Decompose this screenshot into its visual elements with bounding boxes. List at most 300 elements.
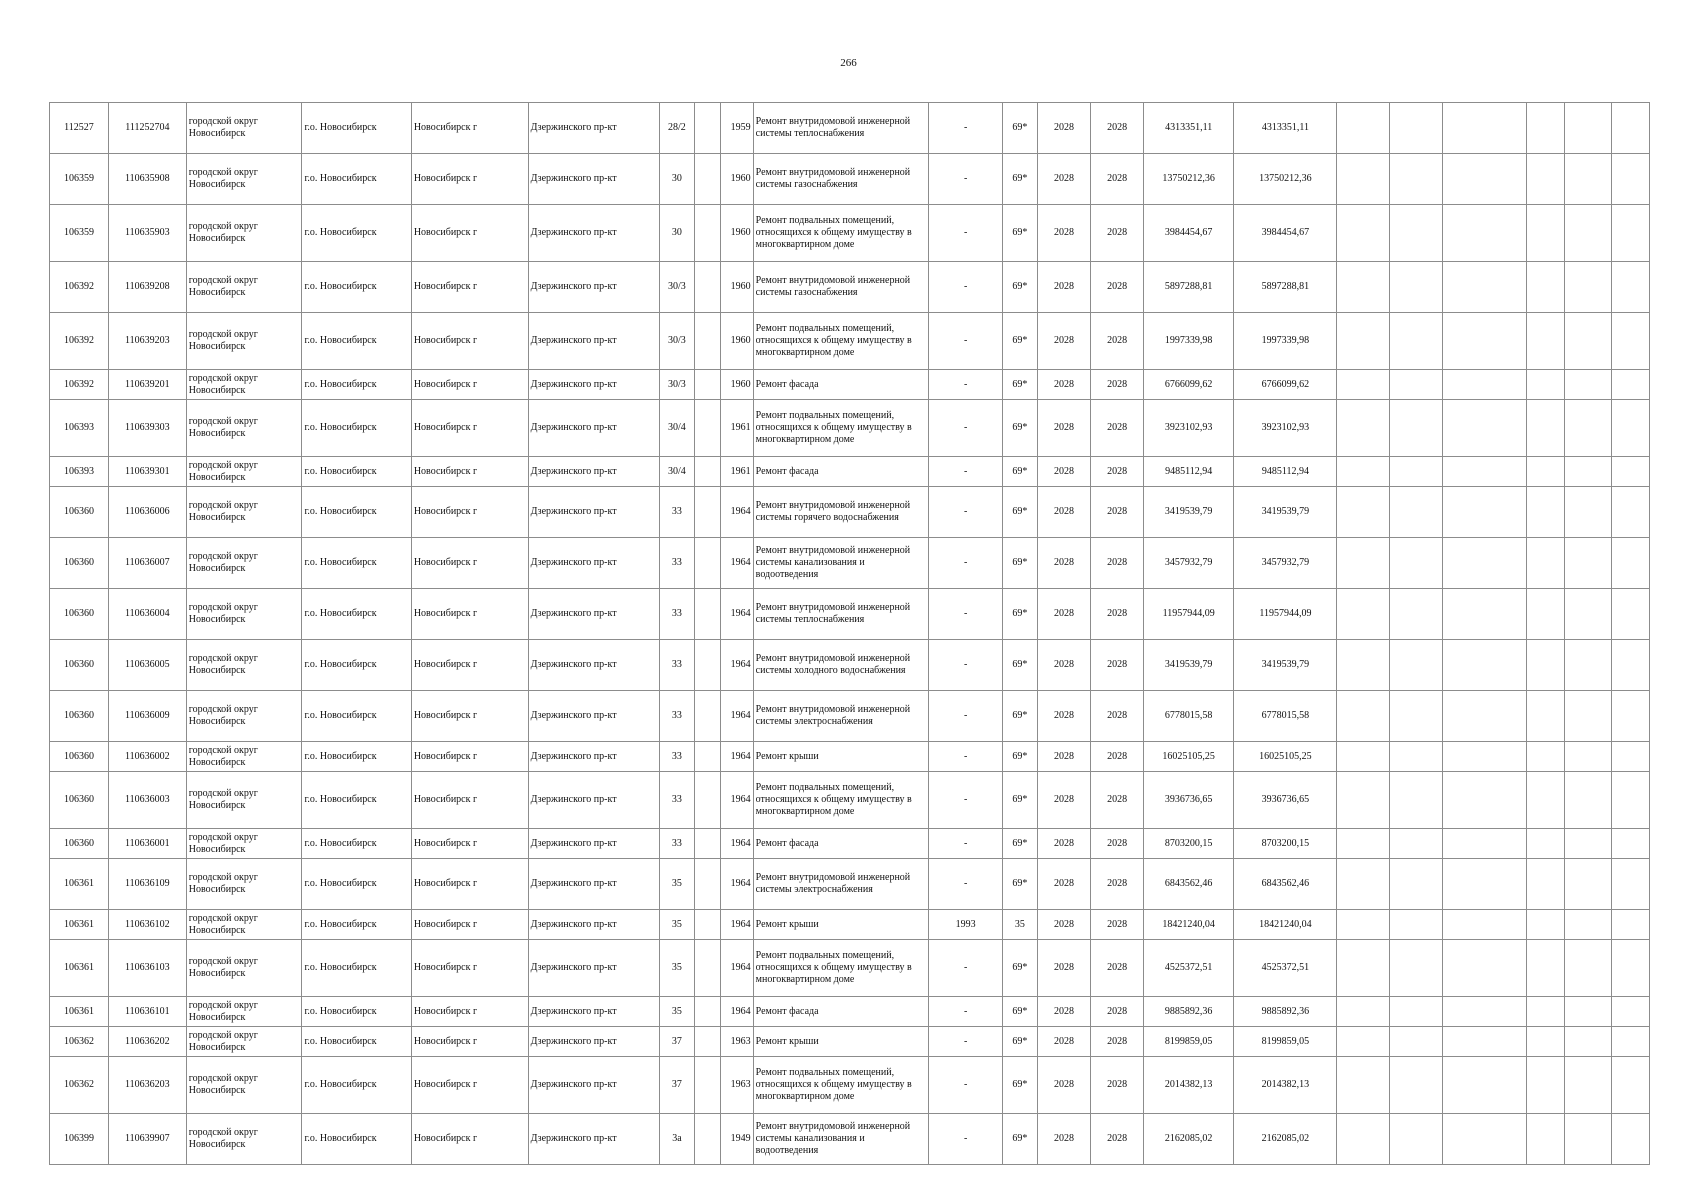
- cell-house-number: 33: [660, 487, 695, 538]
- cell-work-type: Ремонт внутридомовой инженерной системы газоснабжения: [753, 262, 929, 313]
- cell-empty: [1390, 772, 1443, 829]
- cell-last-repair-year: -: [929, 457, 1003, 487]
- cell-wear-percent: 69*: [1002, 457, 1037, 487]
- cell-municipality-short: г.о. Новосибирск: [302, 538, 411, 589]
- cell-wear-percent: 69*: [1002, 742, 1037, 772]
- cell-work-type: Ремонт внутридомовой инженерной системы теплоснабжения: [753, 589, 929, 640]
- cell-settlement: Новосибирск г: [411, 457, 528, 487]
- cell-last-repair-year: -: [929, 154, 1003, 205]
- cell-empty: [1611, 1114, 1649, 1165]
- cell-cost-total: 6766099,62: [1143, 370, 1233, 400]
- cell-last-repair-year: -: [929, 487, 1003, 538]
- cell-municipality: городской округ Новосибирск: [186, 997, 302, 1027]
- table-row: [50, 313, 1650, 370]
- cell-last-repair-year: -: [929, 262, 1003, 313]
- cell-empty: [1442, 1027, 1526, 1057]
- cell-street: Дзержинского пр-кт: [528, 103, 659, 154]
- cell-street: Дзержинского пр-кт: [528, 742, 659, 772]
- cell-building: [694, 742, 720, 772]
- cell-wear-percent: 69*: [1002, 262, 1037, 313]
- cell-empty: [1337, 940, 1390, 997]
- cell-empty: [1390, 997, 1443, 1027]
- cell-empty: [1442, 457, 1526, 487]
- cell-cost-capital-fund: 6778015,58: [1234, 691, 1337, 742]
- cell-plan-year-start: 2028: [1037, 103, 1091, 154]
- cell-empty: [1526, 205, 1564, 262]
- cell-work-code: 110636103: [108, 940, 186, 997]
- cell-municipality-short: г.о. Новосибирск: [302, 997, 411, 1027]
- cell-work-type: Ремонт подвальных помещений, относящихся к общему имуществу в многоквартирном доме: [753, 400, 929, 457]
- table-row: [50, 370, 1650, 400]
- cell-wear-percent: 69*: [1002, 829, 1037, 859]
- cell-settlement: Новосибирск г: [411, 640, 528, 691]
- cell-cost-total: 6843562,46: [1143, 859, 1233, 910]
- cell-empty: [1564, 772, 1611, 829]
- cell-empty: [1564, 487, 1611, 538]
- cell-empty: [1390, 400, 1443, 457]
- cell-municipality-short: г.о. Новосибирск: [302, 262, 411, 313]
- cell-empty: [1526, 103, 1564, 154]
- cell-street: Дзержинского пр-кт: [528, 940, 659, 997]
- cell-plan-year-end: 2028: [1091, 997, 1144, 1027]
- cell-work-code: 110639907: [108, 1114, 186, 1165]
- cell-cost-capital-fund: 4525372,51: [1234, 940, 1337, 997]
- cell-plan-year-start: 2028: [1037, 313, 1091, 370]
- cell-empty: [1564, 910, 1611, 940]
- cell-cost-capital-fund: 3419539,79: [1234, 487, 1337, 538]
- cell-street: Дзержинского пр-кт: [528, 205, 659, 262]
- cell-plan-year-end: 2028: [1091, 1114, 1144, 1165]
- cell-row-id: 106393: [50, 400, 109, 457]
- cell-work-type: Ремонт подвальных помещений, относящихся к общему имуществу в многоквартирном доме: [753, 1057, 929, 1114]
- cell-cost-capital-fund: 2162085,02: [1234, 1114, 1337, 1165]
- cell-work-type: Ремонт фасада: [753, 997, 929, 1027]
- cell-plan-year-start: 2028: [1037, 262, 1091, 313]
- cell-house-number: 30: [660, 205, 695, 262]
- cell-building: [694, 400, 720, 457]
- cell-construction-year: 1964: [721, 487, 754, 538]
- cell-cost-total: 3923102,93: [1143, 400, 1233, 457]
- cell-street: Дзержинского пр-кт: [528, 457, 659, 487]
- cell-empty: [1442, 1057, 1526, 1114]
- cell-empty: [1390, 589, 1443, 640]
- cell-empty: [1564, 589, 1611, 640]
- cell-construction-year: 1960: [721, 370, 754, 400]
- cell-house-number: 33: [660, 691, 695, 742]
- cell-empty: [1526, 772, 1564, 829]
- cell-work-type: Ремонт фасада: [753, 370, 929, 400]
- cell-municipality: городской округ Новосибирск: [186, 910, 302, 940]
- cell-municipality: городской округ Новосибирск: [186, 940, 302, 997]
- cell-empty: [1526, 457, 1564, 487]
- cell-plan-year-end: 2028: [1091, 154, 1144, 205]
- cell-plan-year-end: 2028: [1091, 457, 1144, 487]
- cell-empty: [1526, 154, 1564, 205]
- cell-municipality-short: г.о. Новосибирск: [302, 205, 411, 262]
- cell-cost-total: 5897288,81: [1143, 262, 1233, 313]
- cell-municipality: городской округ Новосибирск: [186, 589, 302, 640]
- cell-plan-year-start: 2028: [1037, 1057, 1091, 1114]
- cell-street: Дзержинского пр-кт: [528, 262, 659, 313]
- cell-empty: [1337, 910, 1390, 940]
- cell-house-number: 28/2: [660, 103, 695, 154]
- cell-municipality: городской округ Новосибирск: [186, 742, 302, 772]
- cell-construction-year: 1964: [721, 691, 754, 742]
- cell-empty: [1526, 538, 1564, 589]
- cell-row-id: 106361: [50, 910, 109, 940]
- cell-empty: [1611, 1027, 1649, 1057]
- cell-empty: [1564, 262, 1611, 313]
- cell-construction-year: 1960: [721, 262, 754, 313]
- cell-work-code: 110636007: [108, 538, 186, 589]
- cell-empty: [1442, 859, 1526, 910]
- cell-empty: [1564, 205, 1611, 262]
- cell-wear-percent: 35: [1002, 910, 1037, 940]
- cell-empty: [1442, 154, 1526, 205]
- cell-settlement: Новосибирск г: [411, 589, 528, 640]
- cell-cost-total: 9485112,94: [1143, 457, 1233, 487]
- cell-plan-year-start: 2028: [1037, 691, 1091, 742]
- cell-empty: [1337, 538, 1390, 589]
- cell-cost-total: 2014382,13: [1143, 1057, 1233, 1114]
- cell-building: [694, 313, 720, 370]
- cell-empty: [1337, 997, 1390, 1027]
- cell-settlement: Новосибирск г: [411, 313, 528, 370]
- cell-empty: [1526, 940, 1564, 997]
- cell-empty: [1526, 1114, 1564, 1165]
- cell-municipality-short: г.о. Новосибирск: [302, 313, 411, 370]
- cell-building: [694, 154, 720, 205]
- cell-settlement: Новосибирск г: [411, 829, 528, 859]
- cell-row-id: 106360: [50, 538, 109, 589]
- cell-empty: [1390, 154, 1443, 205]
- cell-construction-year: 1964: [721, 742, 754, 772]
- cell-house-number: 33: [660, 742, 695, 772]
- cell-cost-capital-fund: 2014382,13: [1234, 1057, 1337, 1114]
- cell-street: Дзержинского пр-кт: [528, 640, 659, 691]
- cell-building: [694, 262, 720, 313]
- cell-empty: [1526, 829, 1564, 859]
- cell-row-id: 106393: [50, 457, 109, 487]
- cell-work-code: 110639203: [108, 313, 186, 370]
- cell-work-code: 110636003: [108, 772, 186, 829]
- cell-cost-capital-fund: 3457932,79: [1234, 538, 1337, 589]
- cell-municipality: городской округ Новосибирск: [186, 400, 302, 457]
- cell-construction-year: 1963: [721, 1027, 754, 1057]
- cell-empty: [1390, 103, 1443, 154]
- cell-settlement: Новосибирск г: [411, 154, 528, 205]
- cell-last-repair-year: -: [929, 772, 1003, 829]
- cell-building: [694, 1057, 720, 1114]
- cell-house-number: 35: [660, 940, 695, 997]
- cell-work-type: Ремонт внутридомовой инженерной системы электроснабжения: [753, 691, 929, 742]
- cell-empty: [1442, 205, 1526, 262]
- cell-plan-year-end: 2028: [1091, 313, 1144, 370]
- cell-construction-year: 1949: [721, 1114, 754, 1165]
- cell-work-type: Ремонт внутридомовой инженерной системы газоснабжения: [753, 154, 929, 205]
- cell-empty: [1564, 997, 1611, 1027]
- cell-municipality-short: г.о. Новосибирск: [302, 742, 411, 772]
- cell-empty: [1564, 457, 1611, 487]
- cell-house-number: 33: [660, 829, 695, 859]
- cell-plan-year-end: 2028: [1091, 370, 1144, 400]
- cell-municipality-short: г.о. Новосибирск: [302, 103, 411, 154]
- cell-work-code: 110636202: [108, 1027, 186, 1057]
- cell-work-type: Ремонт фасада: [753, 457, 929, 487]
- cell-wear-percent: 69*: [1002, 154, 1037, 205]
- cell-building: [694, 829, 720, 859]
- cell-plan-year-start: 2028: [1037, 589, 1091, 640]
- cell-municipality-short: г.о. Новосибирск: [302, 691, 411, 742]
- cell-cost-capital-fund: 9885892,36: [1234, 997, 1337, 1027]
- cell-empty: [1337, 400, 1390, 457]
- cell-municipality-short: г.о. Новосибирск: [302, 772, 411, 829]
- cell-building: [694, 997, 720, 1027]
- cell-cost-capital-fund: 13750212,36: [1234, 154, 1337, 205]
- cell-work-type: Ремонт внутридомовой инженерной системы горячего водоснабжения: [753, 487, 929, 538]
- cell-settlement: Новосибирск г: [411, 205, 528, 262]
- cell-empty: [1442, 262, 1526, 313]
- cell-empty: [1442, 910, 1526, 940]
- cell-empty: [1611, 103, 1649, 154]
- cell-row-id: 106360: [50, 691, 109, 742]
- cell-construction-year: 1964: [721, 772, 754, 829]
- cell-house-number: 30/3: [660, 313, 695, 370]
- cell-building: [694, 1027, 720, 1057]
- cell-house-number: 30/4: [660, 457, 695, 487]
- cell-construction-year: 1964: [721, 859, 754, 910]
- cell-municipality: городской округ Новосибирск: [186, 640, 302, 691]
- cell-cost-total: 11957944,09: [1143, 589, 1233, 640]
- cell-work-type: Ремонт крыши: [753, 1027, 929, 1057]
- cell-construction-year: 1960: [721, 154, 754, 205]
- cell-cost-capital-fund: 16025105,25: [1234, 742, 1337, 772]
- cell-house-number: 37: [660, 1027, 695, 1057]
- cell-empty: [1442, 400, 1526, 457]
- cell-settlement: Новосибирск г: [411, 1057, 528, 1114]
- table-row: [50, 940, 1650, 997]
- cell-cost-capital-fund: 4313351,11: [1234, 103, 1337, 154]
- cell-street: Дзержинского пр-кт: [528, 1057, 659, 1114]
- cell-empty: [1442, 742, 1526, 772]
- cell-empty: [1390, 262, 1443, 313]
- cell-last-repair-year: -: [929, 313, 1003, 370]
- table-row: [50, 997, 1650, 1027]
- cell-cost-total: 9885892,36: [1143, 997, 1233, 1027]
- cell-row-id: 106359: [50, 205, 109, 262]
- cell-house-number: 37: [660, 1057, 695, 1114]
- cell-empty: [1442, 103, 1526, 154]
- cell-house-number: 33: [660, 538, 695, 589]
- cell-wear-percent: 69*: [1002, 940, 1037, 997]
- cell-municipality: городской округ Новосибирск: [186, 103, 302, 154]
- cell-plan-year-end: 2028: [1091, 262, 1144, 313]
- cell-building: [694, 940, 720, 997]
- cell-empty: [1442, 772, 1526, 829]
- cell-empty: [1442, 589, 1526, 640]
- cell-plan-year-end: 2028: [1091, 538, 1144, 589]
- cell-empty: [1337, 262, 1390, 313]
- cell-cost-total: 3419539,79: [1143, 640, 1233, 691]
- cell-empty: [1564, 742, 1611, 772]
- cell-empty: [1611, 859, 1649, 910]
- cell-empty: [1337, 772, 1390, 829]
- cell-wear-percent: 69*: [1002, 640, 1037, 691]
- cell-plan-year-end: 2028: [1091, 829, 1144, 859]
- page-number: 266: [840, 57, 857, 69]
- cell-empty: [1564, 103, 1611, 154]
- cell-empty: [1390, 940, 1443, 997]
- cell-work-type: Ремонт крыши: [753, 910, 929, 940]
- cell-municipality: городской округ Новосибирск: [186, 1057, 302, 1114]
- cell-cost-total: 16025105,25: [1143, 742, 1233, 772]
- cell-building: [694, 205, 720, 262]
- cell-municipality: городской округ Новосибирск: [186, 370, 302, 400]
- cell-building: [694, 910, 720, 940]
- cell-empty: [1390, 640, 1443, 691]
- cell-row-id: 106361: [50, 997, 109, 1027]
- cell-work-code: 110635903: [108, 205, 186, 262]
- cell-row-id: 106362: [50, 1027, 109, 1057]
- cell-row-id: 106361: [50, 859, 109, 910]
- cell-street: Дзержинского пр-кт: [528, 1114, 659, 1165]
- cell-work-code: 110636101: [108, 997, 186, 1027]
- cell-municipality: городской округ Новосибирск: [186, 538, 302, 589]
- cell-empty: [1611, 1057, 1649, 1114]
- table-row: [50, 1114, 1650, 1165]
- cell-empty: [1611, 457, 1649, 487]
- table-row: [50, 538, 1650, 589]
- cell-empty: [1442, 829, 1526, 859]
- cell-settlement: Новосибирск г: [411, 487, 528, 538]
- cell-plan-year-end: 2028: [1091, 1057, 1144, 1114]
- cell-empty: [1337, 859, 1390, 910]
- table-row: [50, 910, 1650, 940]
- cell-house-number: 30/4: [660, 400, 695, 457]
- cell-empty: [1526, 400, 1564, 457]
- cell-building: [694, 1114, 720, 1165]
- cell-empty: [1526, 742, 1564, 772]
- cell-street: Дзержинского пр-кт: [528, 589, 659, 640]
- cell-building: [694, 640, 720, 691]
- cell-street: Дзержинского пр-кт: [528, 370, 659, 400]
- table-row: [50, 487, 1650, 538]
- cell-plan-year-end: 2028: [1091, 400, 1144, 457]
- cell-cost-total: 13750212,36: [1143, 154, 1233, 205]
- table-row: [50, 640, 1650, 691]
- cell-plan-year-start: 2028: [1037, 1114, 1091, 1165]
- cell-plan-year-end: 2028: [1091, 487, 1144, 538]
- table-row: [50, 859, 1650, 910]
- cell-work-code: 110636004: [108, 589, 186, 640]
- cell-last-repair-year: -: [929, 691, 1003, 742]
- cell-last-repair-year: -: [929, 400, 1003, 457]
- cell-work-code: 110636002: [108, 742, 186, 772]
- cell-last-repair-year: -: [929, 640, 1003, 691]
- cell-empty: [1526, 997, 1564, 1027]
- cell-empty: [1564, 859, 1611, 910]
- cell-plan-year-end: 2028: [1091, 205, 1144, 262]
- cell-wear-percent: 69*: [1002, 487, 1037, 538]
- cell-construction-year: 1959: [721, 103, 754, 154]
- cell-work-code: 110639303: [108, 400, 186, 457]
- cell-work-code: 110639301: [108, 457, 186, 487]
- cell-municipality: городской округ Новосибирск: [186, 859, 302, 910]
- cell-empty: [1611, 370, 1649, 400]
- cell-plan-year-start: 2028: [1037, 997, 1091, 1027]
- cell-building: [694, 691, 720, 742]
- cell-empty: [1442, 313, 1526, 370]
- cell-plan-year-start: 2028: [1037, 640, 1091, 691]
- cell-municipality: городской округ Новосибирск: [186, 313, 302, 370]
- table-row: [50, 742, 1650, 772]
- cell-empty: [1390, 742, 1443, 772]
- cell-construction-year: 1964: [721, 910, 754, 940]
- cell-cost-total: 18421240,04: [1143, 910, 1233, 940]
- cell-municipality-short: г.о. Новосибирск: [302, 457, 411, 487]
- cell-cost-capital-fund: 1997339,98: [1234, 313, 1337, 370]
- cell-cost-capital-fund: 3984454,67: [1234, 205, 1337, 262]
- cell-work-code: 110636001: [108, 829, 186, 859]
- cell-work-code: 110636006: [108, 487, 186, 538]
- cell-plan-year-start: 2028: [1037, 487, 1091, 538]
- cell-row-id: 106360: [50, 589, 109, 640]
- cell-work-type: Ремонт внутридомовой инженерной системы канализования и водоотведения: [753, 538, 929, 589]
- cell-municipality-short: г.о. Новосибирск: [302, 640, 411, 691]
- cell-municipality-short: г.о. Новосибирск: [302, 940, 411, 997]
- cell-plan-year-start: 2028: [1037, 370, 1091, 400]
- cell-last-repair-year: -: [929, 997, 1003, 1027]
- cell-wear-percent: 69*: [1002, 691, 1037, 742]
- cell-empty: [1564, 1114, 1611, 1165]
- cell-house-number: 30/3: [660, 370, 695, 400]
- cell-empty: [1390, 457, 1443, 487]
- cell-house-number: 35: [660, 997, 695, 1027]
- cell-plan-year-start: 2028: [1037, 154, 1091, 205]
- cell-cost-total: 8199859,05: [1143, 1027, 1233, 1057]
- cell-empty: [1337, 829, 1390, 859]
- table-row: [50, 829, 1650, 859]
- cell-wear-percent: 69*: [1002, 1027, 1037, 1057]
- cell-plan-year-end: 2028: [1091, 859, 1144, 910]
- cell-municipality-short: г.о. Новосибирск: [302, 910, 411, 940]
- cell-last-repair-year: 1993: [929, 910, 1003, 940]
- cell-empty: [1337, 742, 1390, 772]
- cell-work-code: 110639208: [108, 262, 186, 313]
- cell-empty: [1526, 640, 1564, 691]
- cell-municipality: городской округ Новосибирск: [186, 487, 302, 538]
- cell-cost-total: 1997339,98: [1143, 313, 1233, 370]
- cell-empty: [1564, 1057, 1611, 1114]
- cell-wear-percent: 69*: [1002, 1114, 1037, 1165]
- cell-settlement: Новосибирск г: [411, 1027, 528, 1057]
- cell-building: [694, 859, 720, 910]
- cell-street: Дзержинского пр-кт: [528, 154, 659, 205]
- cell-cost-capital-fund: 3923102,93: [1234, 400, 1337, 457]
- cell-empty: [1564, 640, 1611, 691]
- cell-empty: [1526, 910, 1564, 940]
- cell-empty: [1611, 262, 1649, 313]
- cell-municipality-short: г.о. Новосибирск: [302, 154, 411, 205]
- cell-work-code: 110639201: [108, 370, 186, 400]
- cell-wear-percent: 69*: [1002, 400, 1037, 457]
- cell-empty: [1611, 205, 1649, 262]
- cell-work-type: Ремонт внутридомовой инженерной системы холодного водоснабжения: [753, 640, 929, 691]
- cell-empty: [1564, 538, 1611, 589]
- cell-plan-year-end: 2028: [1091, 640, 1144, 691]
- cell-municipality-short: г.о. Новосибирск: [302, 1057, 411, 1114]
- cell-municipality-short: г.о. Новосибирск: [302, 487, 411, 538]
